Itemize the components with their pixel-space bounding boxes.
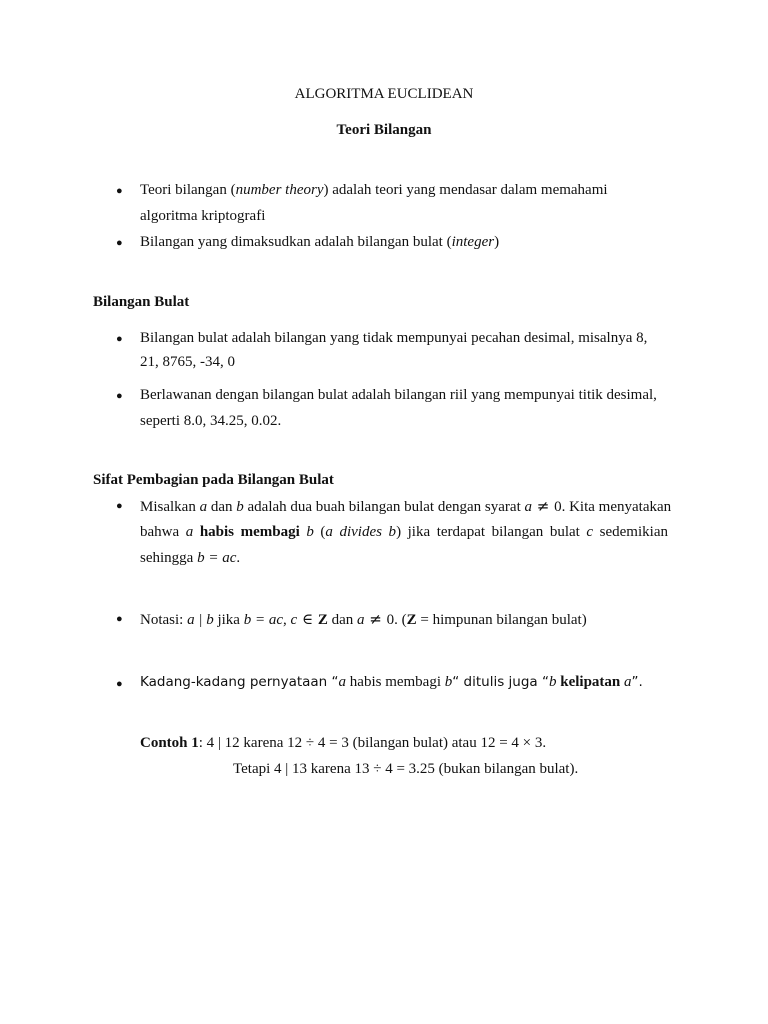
sifat-bullet-1-line-1: Misalkan a dan b adalah dua buah bilangan bulat dengan syarat a ≠ 0. Kita menyatakan (140, 497, 672, 515)
bullet-icon: ● (116, 613, 123, 625)
sifat-bullet-1-line-2: bahwa a habis membagi b (a divides b) jika terdapat bilangan bulat c sedemikian (140, 524, 668, 540)
bullet-icon: ● (116, 500, 123, 512)
bullet-icon: ● (116, 237, 123, 249)
contoh-line-1: Contoh 1: 4 | 12 karena 12 ÷ 4 = 3 (bilangan bulat) atau 12 = 4 × 3. (140, 735, 547, 751)
bullet-icon: ● (116, 333, 123, 345)
section-heading-bilangan-bulat: Bilangan Bulat (93, 294, 190, 310)
sifat-bullet-1-line-3: sehingga b = ac. (140, 550, 241, 566)
intro-bullet-1-line-2: algoritma kriptografi (140, 208, 266, 224)
bulat-bullet-1-line-2: 21, 8765, -34, 0 (140, 354, 235, 370)
notasi-line: Notasi: a | b jika b = ac, c ∈ Z dan a ≠ 0. (Z = himpunan bilangan bulat) (140, 610, 587, 628)
section-heading-sifat-pembagian: Sifat Pembagian pada Bilangan Bulat (93, 472, 334, 488)
intro-bullet-1-line-1: Teori bilangan (number theory) adalah teori yang mendasar dalam memahami (140, 182, 608, 198)
document-title: ALGORITMA EUCLIDEAN (294, 86, 474, 102)
bullet-icon: ● (116, 678, 123, 690)
bullet-icon: ● (116, 185, 123, 197)
intro-bullet-2: Bilangan yang dimaksudkan adalah bilangan bulat (integer) (140, 234, 500, 250)
bulat-bullet-1-line-1: Bilangan bulat adalah bilangan yang tidak mempunyai pecahan desimal, misalnya 8, (140, 330, 648, 346)
document-subtitle: Teori Bilangan (336, 122, 432, 138)
bulat-bullet-2-line-2: seperti 8.0, 34.25, 0.02. (140, 413, 282, 429)
bullet-icon: ● (116, 390, 123, 402)
bulat-bullet-2-line-1: Berlawanan dengan bilangan bulat adalah bilangan riil yang mempunyai titik desimal, (140, 387, 657, 403)
contoh-line-2: Tetapi 4 | 13 karena 13 ÷ 4 = 3.25 (bukan bilangan bulat). (233, 761, 579, 777)
kadang-line: Kadang-kadang pernyataan “a habis membagi b“ ditulis juga “b kelipatan a”. (140, 674, 643, 690)
